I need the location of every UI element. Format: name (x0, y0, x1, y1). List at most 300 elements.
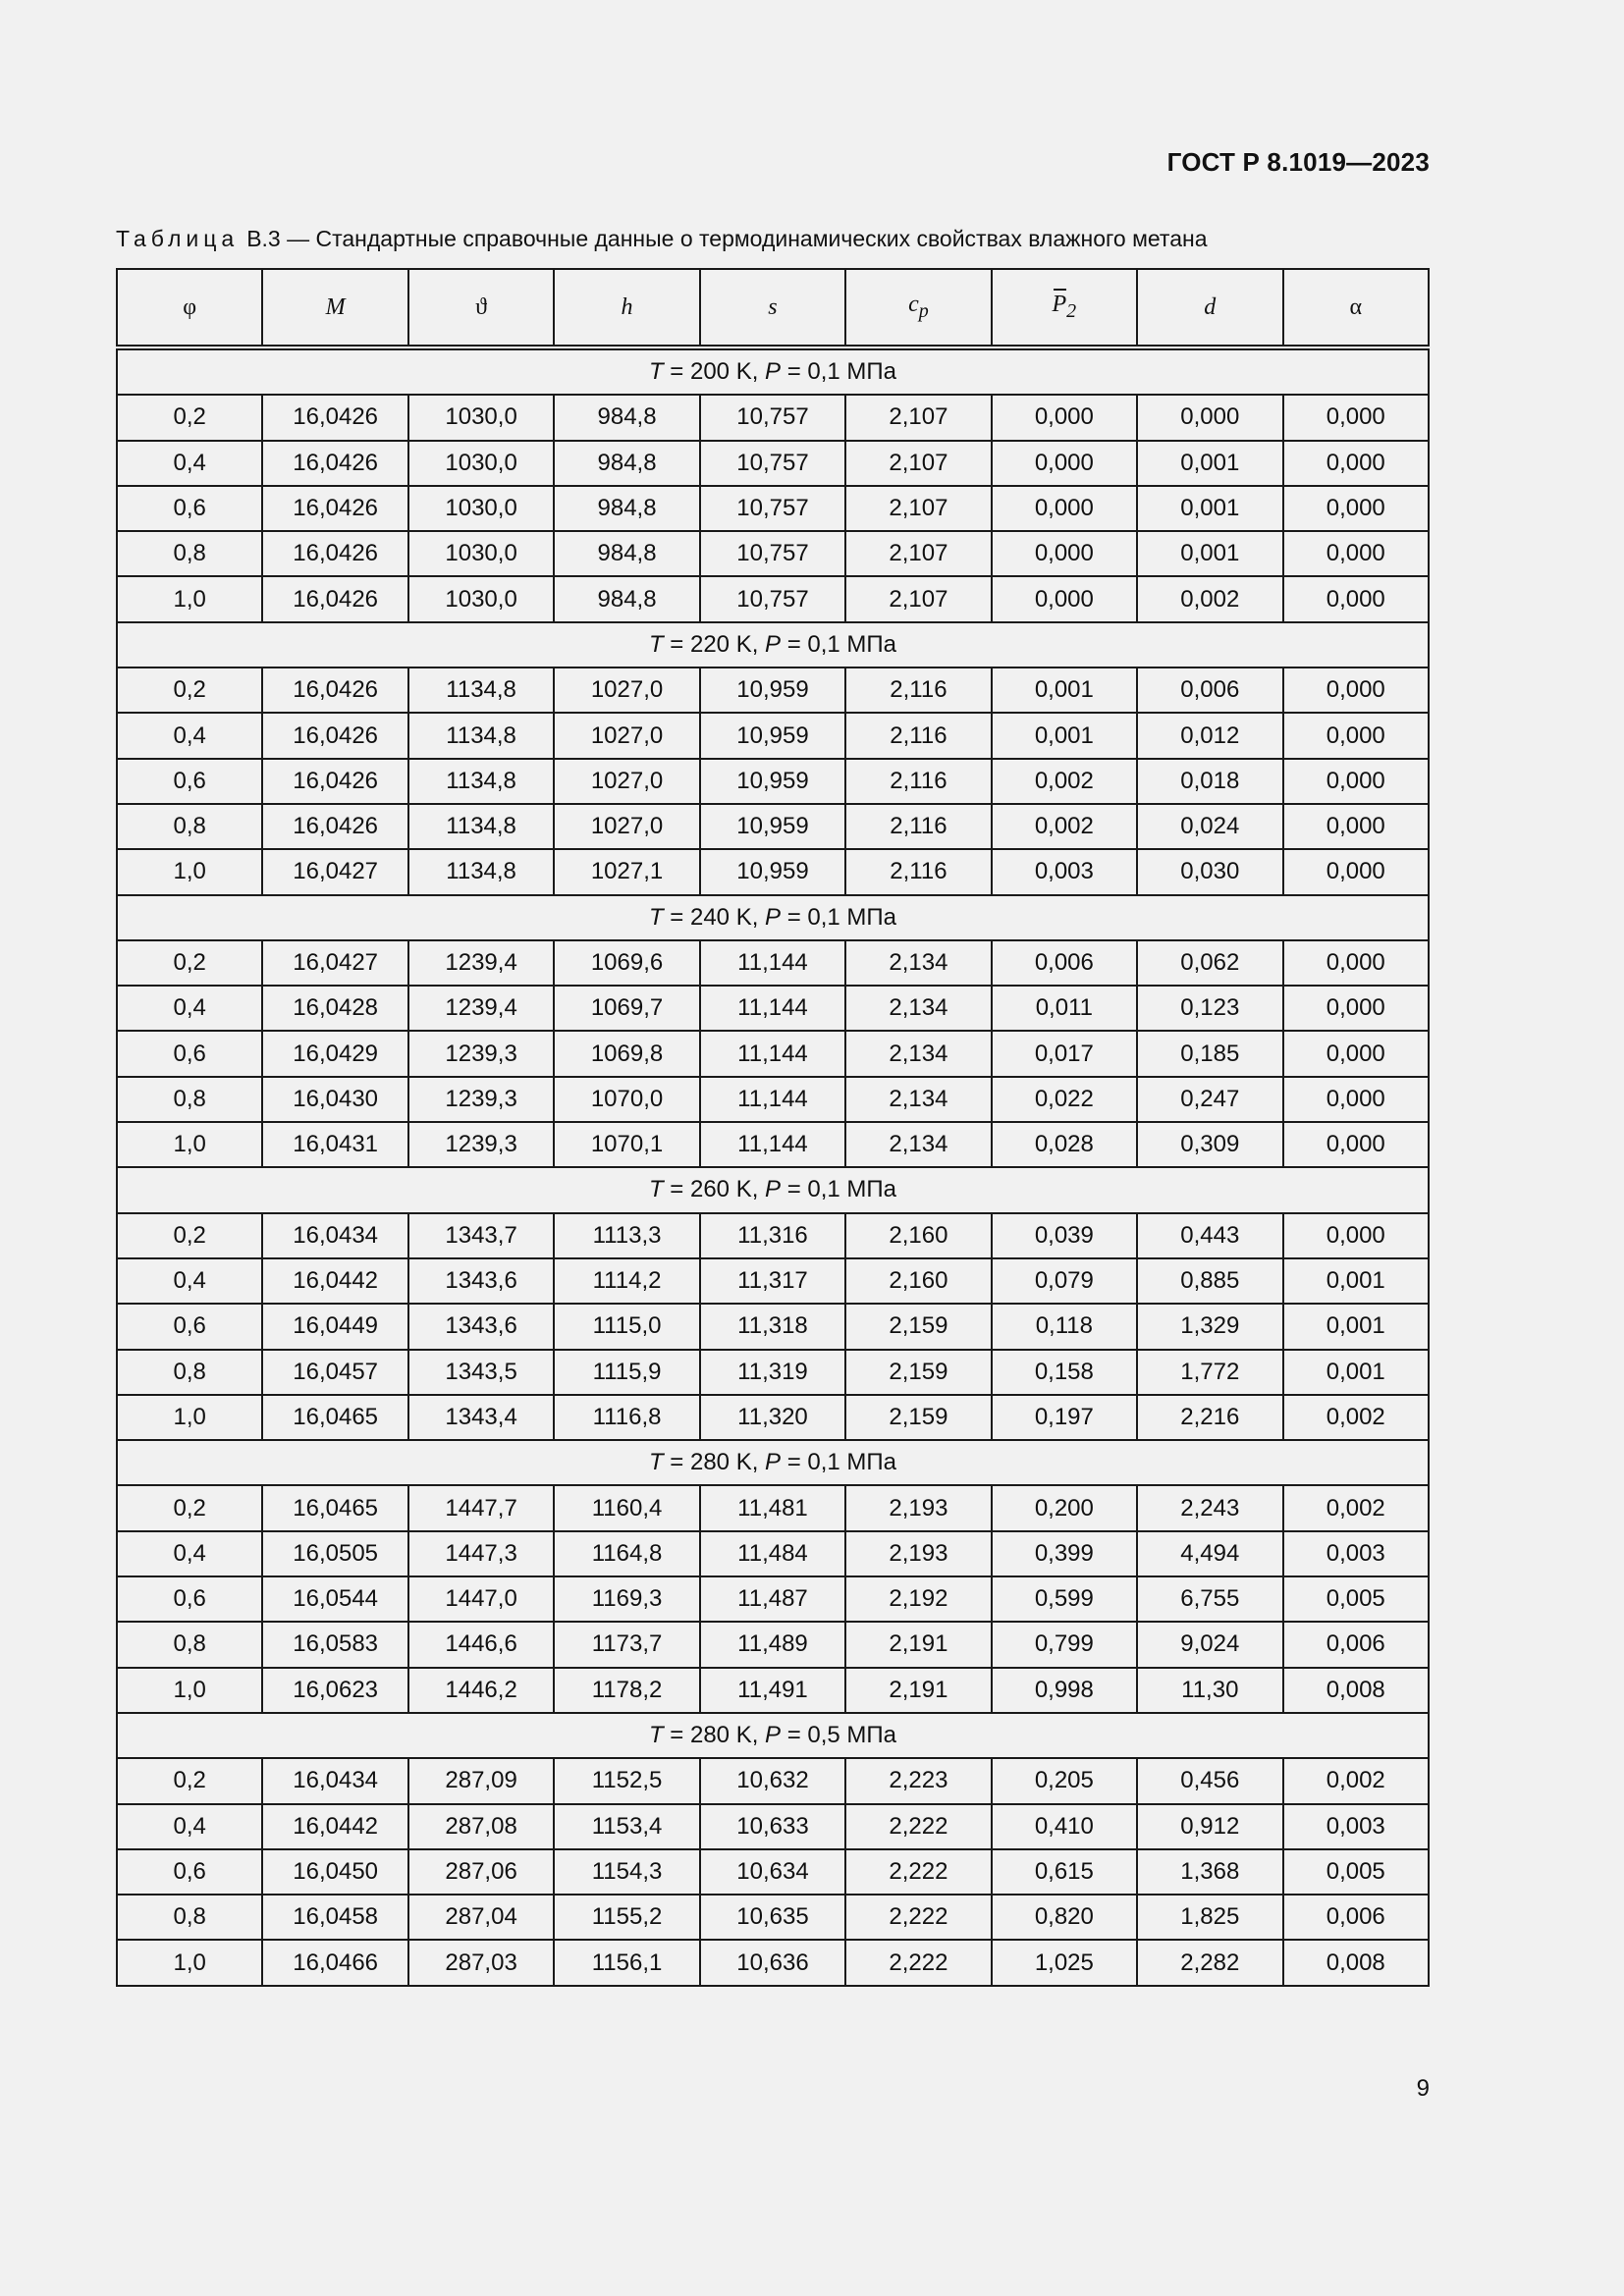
table-cell: 0,022 (992, 1077, 1137, 1122)
table-cell: 2,160 (845, 1258, 991, 1304)
table-cell: 0,615 (992, 1849, 1137, 1895)
table-cell: 0,001 (1137, 486, 1282, 531)
table-cell: 10,757 (700, 441, 845, 486)
table-cell: 11,484 (700, 1531, 845, 1576)
table-cell: 0,000 (1283, 1122, 1430, 1167)
table-cell: 0,002 (1283, 1485, 1430, 1530)
section-title-p-symbol: P (765, 903, 782, 931)
table-cell: 0,123 (1137, 986, 1282, 1031)
table-cell: 1030,0 (408, 486, 554, 531)
table-cell: 11,318 (700, 1304, 845, 1349)
table-cell: 16,0466 (262, 1940, 407, 1985)
col-header-p2-base: P (1052, 292, 1067, 318)
table-cell: 2,116 (845, 667, 991, 713)
table-cell: 16,0430 (262, 1077, 407, 1122)
table-cell: 10,636 (700, 1940, 845, 1985)
table-cell: 1070,0 (554, 1077, 699, 1122)
table-cell: 0,008 (1283, 1940, 1430, 1985)
table-cell: 0,002 (992, 804, 1137, 849)
table-cell: 0,000 (1283, 486, 1430, 531)
thermodynamic-properties-table (116, 268, 1430, 1987)
table-row (117, 804, 1429, 849)
col-header-d: d (1137, 269, 1282, 347)
table-cell: 1,825 (1137, 1895, 1282, 1940)
table-cell: 1343,6 (408, 1258, 554, 1304)
table-cell: 0,000 (992, 441, 1137, 486)
table-row (117, 1668, 1429, 1713)
table-cell: 2,134 (845, 986, 991, 1031)
table-cell: 1343,5 (408, 1350, 554, 1395)
table-cell: 2,116 (845, 759, 991, 804)
table-cell: 0,005 (1283, 1576, 1430, 1622)
table-cell: 0,001 (1283, 1304, 1430, 1349)
page-number: 9 (1416, 2075, 1430, 2102)
section-title-pressure: = 0,1 МПа (781, 903, 897, 931)
table-row (117, 1576, 1429, 1622)
col-header-m: M (262, 269, 407, 347)
table-cell: 0,8 (117, 1622, 262, 1667)
table-cell: 1343,6 (408, 1304, 554, 1349)
table-row (117, 1940, 1429, 1985)
col-header-alpha: α (1283, 269, 1430, 347)
table-cell: 984,8 (554, 576, 699, 621)
table-cell: 0,017 (992, 1031, 1137, 1076)
table-cell: 1446,2 (408, 1668, 554, 1713)
table-cell: 16,0426 (262, 441, 407, 486)
table-cell: 0,012 (1137, 713, 1282, 758)
table-cell: 0,4 (117, 1258, 262, 1304)
table-cell: 11,144 (700, 986, 845, 1031)
table-cell: 984,8 (554, 441, 699, 486)
table-cell: 2,191 (845, 1622, 991, 1667)
section-title-temperature: = 260 K, (663, 1176, 766, 1203)
table-cell: 1116,8 (554, 1395, 699, 1440)
table-cell: 10,757 (700, 576, 845, 621)
table-cell: 287,06 (408, 1849, 554, 1895)
table-header-row (117, 269, 1429, 347)
table-cell: 1070,1 (554, 1122, 699, 1167)
table-cell: 1030,0 (408, 576, 554, 621)
table-row (117, 1804, 1429, 1849)
table-cell: 0,006 (992, 940, 1137, 986)
section-header-row (117, 1440, 1429, 1485)
table-cell: 2,116 (845, 804, 991, 849)
table-cell: 0,820 (992, 1895, 1137, 1940)
table-cell: 287,08 (408, 1804, 554, 1849)
table-cell: 11,317 (700, 1258, 845, 1304)
table-cell: 2,134 (845, 1077, 991, 1122)
table-cell: 0,000 (1283, 849, 1430, 894)
table-cell: 0,885 (1137, 1258, 1282, 1304)
table-cell: 2,192 (845, 1576, 991, 1622)
table-caption-text: В.3 — Стандартные справочные данные о термодинамических свойствах влажного метана (246, 226, 1208, 251)
table-cell: 984,8 (554, 395, 699, 440)
table-row (117, 486, 1429, 531)
table-cell: 1113,3 (554, 1213, 699, 1258)
table-cell: 16,0623 (262, 1668, 407, 1713)
table-cell: 11,144 (700, 1077, 845, 1122)
table-cell: 11,320 (700, 1395, 845, 1440)
table-row (117, 986, 1429, 1031)
table-cell: 16,0426 (262, 576, 407, 621)
section-title-temperature: = 200 K, (663, 358, 766, 386)
table-cell: 0,018 (1137, 759, 1282, 804)
table-cell: 0,030 (1137, 849, 1282, 894)
table-cell: 1027,0 (554, 713, 699, 758)
table-cell: 2,116 (845, 849, 991, 894)
table-cell: 1134,8 (408, 667, 554, 713)
col-header-phi: φ (117, 269, 262, 347)
table-cell: 16,0442 (262, 1258, 407, 1304)
table-cell: 1343,7 (408, 1213, 554, 1258)
table-cell: 0,006 (1283, 1895, 1430, 1940)
table-cell: 0,003 (992, 849, 1137, 894)
table-cell: 0,000 (1283, 667, 1430, 713)
table-cell: 1027,1 (554, 849, 699, 894)
table-cell: 0,000 (1137, 395, 1282, 440)
section-title-pressure: = 0,1 МПа (781, 1176, 897, 1203)
table-cell: 16,0450 (262, 1849, 407, 1895)
table-cell: 0,079 (992, 1258, 1137, 1304)
table-cell: 16,0434 (262, 1213, 407, 1258)
table-cell: 287,04 (408, 1895, 554, 1940)
table-cell: 2,243 (1137, 1485, 1282, 1530)
table-row (117, 1213, 1429, 1258)
table-cell: 1153,4 (554, 1804, 699, 1849)
section-header-row (117, 1167, 1429, 1212)
table-cell: 0,6 (117, 759, 262, 804)
section-title-temperature: = 280 K, (663, 1722, 766, 1749)
table-cell: 16,0442 (262, 1804, 407, 1849)
table-cell: 0,024 (1137, 804, 1282, 849)
table-cell: 1115,0 (554, 1304, 699, 1349)
table-cell: 984,8 (554, 531, 699, 576)
table-row (117, 395, 1429, 440)
table-cell: 0,000 (1283, 1077, 1430, 1122)
table-cell: 1030,0 (408, 531, 554, 576)
overline-mark (1054, 289, 1066, 291)
table-cell: 16,0426 (262, 804, 407, 849)
table-cell: 11,481 (700, 1485, 845, 1530)
table-cell: 1155,2 (554, 1895, 699, 1940)
table-cell: 0,000 (1283, 1213, 1430, 1258)
table-cell: 0,000 (1283, 940, 1430, 986)
table-cell: 2,159 (845, 1304, 991, 1349)
table-cell: 16,0431 (262, 1122, 407, 1167)
table-cell: 1447,0 (408, 1576, 554, 1622)
table-cell: 0,001 (992, 667, 1137, 713)
table-cell: 0,028 (992, 1122, 1137, 1167)
table-cell: 0,002 (992, 759, 1137, 804)
col-header-theta: ϑ (408, 269, 554, 347)
table-cell: 1115,9 (554, 1350, 699, 1395)
table-cell: 11,316 (700, 1213, 845, 1258)
table-caption (116, 226, 1208, 252)
table-cell: 10,632 (700, 1758, 845, 1803)
table-cell: 1178,2 (554, 1668, 699, 1713)
table-cell: 0,2 (117, 1485, 262, 1530)
table-cell: 16,0458 (262, 1895, 407, 1940)
document-code: ГОСТ Р 8.1019—2023 (1166, 147, 1430, 177)
table-cell: 2,107 (845, 486, 991, 531)
table-cell: 16,0426 (262, 667, 407, 713)
table-cell: 10,959 (700, 849, 845, 894)
table-cell: 0,001 (1137, 531, 1282, 576)
table-cell: 2,134 (845, 1122, 991, 1167)
table-cell: 1069,6 (554, 940, 699, 986)
table-cell: 0,2 (117, 1213, 262, 1258)
table-cell: 1343,4 (408, 1395, 554, 1440)
table-cell: 2,222 (845, 1895, 991, 1940)
table-cell: 1154,3 (554, 1849, 699, 1895)
table-cell: 0,4 (117, 1531, 262, 1576)
table-cell: 10,959 (700, 759, 845, 804)
table-cell: 1030,0 (408, 441, 554, 486)
section-title-p-symbol: P (765, 1722, 782, 1749)
table-cell: 1,0 (117, 849, 262, 894)
table-cell: 0,000 (1283, 395, 1430, 440)
col-header-p2-symbol (1053, 292, 1067, 318)
table-cell: 0,000 (1283, 531, 1430, 576)
table-cell: 2,222 (845, 1849, 991, 1895)
table-cell: 1173,7 (554, 1622, 699, 1667)
table-cell: 11,489 (700, 1622, 845, 1667)
table-row (117, 940, 1429, 986)
table-cell: 11,144 (700, 1122, 845, 1167)
table-cell: 2,107 (845, 441, 991, 486)
table-row (117, 1077, 1429, 1122)
table-cell: 1160,4 (554, 1485, 699, 1530)
table-cell: 0,205 (992, 1758, 1137, 1803)
table-cell: 1446,6 (408, 1622, 554, 1667)
table-cell: 0,185 (1137, 1031, 1282, 1076)
table-cell: 0,200 (992, 1485, 1137, 1530)
table-cell: 4,494 (1137, 1531, 1282, 1576)
table-cell: 16,0583 (262, 1622, 407, 1667)
table-cell: 0,006 (1137, 667, 1282, 713)
table-cell: 0,000 (1283, 759, 1430, 804)
table-row (117, 1622, 1429, 1667)
section-title-p-symbol: P (765, 1176, 782, 1203)
table-cell: 0,4 (117, 1804, 262, 1849)
table-cell: 1030,0 (408, 395, 554, 440)
table-cell: 2,107 (845, 531, 991, 576)
col-header-cp-base: c (908, 292, 919, 318)
table-cell: 16,0465 (262, 1395, 407, 1440)
table-cell: 0,002 (1283, 1758, 1430, 1803)
table-row (117, 759, 1429, 804)
table-cell: 1134,8 (408, 759, 554, 804)
table-cell: 1134,8 (408, 849, 554, 894)
table-cell: 0,001 (1137, 441, 1282, 486)
table-cell: 1134,8 (408, 713, 554, 758)
table-cell: 0,998 (992, 1668, 1137, 1713)
table-cell: 11,491 (700, 1668, 845, 1713)
table-cell: 1447,7 (408, 1485, 554, 1530)
table-cell: 0,4 (117, 986, 262, 1031)
table-cell: 0,912 (1137, 1804, 1282, 1849)
table-cell: 0,000 (992, 531, 1137, 576)
section-title-t-symbol: T (648, 1449, 664, 1476)
table-cell: 2,107 (845, 395, 991, 440)
table-cell: 1134,8 (408, 804, 554, 849)
table-cell: 0,2 (117, 1758, 262, 1803)
table-cell: 1,0 (117, 1940, 262, 1985)
table-cell: 1,368 (1137, 1849, 1282, 1895)
table-cell: 0,158 (992, 1350, 1137, 1395)
col-header-cp-sub: p (918, 299, 929, 322)
table-cell: 16,0544 (262, 1576, 407, 1622)
table-cell: 1,772 (1137, 1350, 1282, 1395)
table-cell: 1027,0 (554, 804, 699, 849)
section-title-temperature: = 280 K, (663, 1449, 766, 1476)
table-cell: 0,011 (992, 986, 1137, 1031)
table-cell: 16,0449 (262, 1304, 407, 1349)
table-cell: 10,633 (700, 1804, 845, 1849)
table-cell: 0,8 (117, 1350, 262, 1395)
table-cell: 2,159 (845, 1350, 991, 1395)
table-cell: 1069,7 (554, 986, 699, 1031)
table-cell: 0,6 (117, 1304, 262, 1349)
table-cell: 11,487 (700, 1576, 845, 1622)
section-header-row (117, 1713, 1429, 1758)
table-cell: 2,134 (845, 940, 991, 986)
table-cell: 2,282 (1137, 1940, 1282, 1985)
section-title (117, 622, 1429, 667)
table-cell: 11,30 (1137, 1668, 1282, 1713)
table-cell: 2,107 (845, 576, 991, 621)
table-cell: 2,116 (845, 713, 991, 758)
col-header-p2 (992, 269, 1137, 347)
section-title-pressure: = 0,1 МПа (781, 358, 897, 386)
table-cell: 1,0 (117, 1668, 262, 1713)
table-cell: 0,000 (992, 576, 1137, 621)
section-header-row (117, 347, 1429, 395)
table-cell: 0,000 (992, 395, 1137, 440)
table-cell: 1027,0 (554, 667, 699, 713)
table-cell: 2,191 (845, 1668, 991, 1713)
table-row (117, 1350, 1429, 1395)
section-title (117, 347, 1429, 395)
section-title-pressure: = 0,1 МПа (781, 630, 897, 658)
section-header-row (117, 622, 1429, 667)
table-caption-prefix: Таблица (116, 226, 240, 251)
table-cell: 1239,3 (408, 1122, 554, 1167)
table-cell: 1069,8 (554, 1031, 699, 1076)
table-cell: 10,959 (700, 713, 845, 758)
table-cell: 1447,3 (408, 1531, 554, 1576)
table-row (117, 1122, 1429, 1167)
table-cell: 0,6 (117, 1031, 262, 1076)
table-cell: 0,000 (1283, 441, 1430, 486)
table-cell: 0,197 (992, 1395, 1137, 1440)
col-header-cp (845, 269, 991, 347)
table-cell: 1239,4 (408, 986, 554, 1031)
section-title-temperature: = 220 K, (663, 630, 766, 658)
section-title-t-symbol: T (648, 1722, 664, 1749)
table-cell: 10,757 (700, 486, 845, 531)
table-cell: 0,309 (1137, 1122, 1282, 1167)
table-cell: 0,000 (1283, 576, 1430, 621)
table-row (117, 1531, 1429, 1576)
table-cell: 0,410 (992, 1804, 1137, 1849)
table-cell: 0,002 (1283, 1395, 1430, 1440)
table-cell: 10,959 (700, 804, 845, 849)
table-body (117, 347, 1429, 1986)
section-title (117, 1713, 1429, 1758)
table-cell: 0,039 (992, 1213, 1137, 1258)
table-cell: 16,0426 (262, 395, 407, 440)
table-cell: 16,0426 (262, 486, 407, 531)
table-cell: 0,399 (992, 1531, 1137, 1576)
table-cell: 1027,0 (554, 759, 699, 804)
table-cell: 287,09 (408, 1758, 554, 1803)
table-cell: 0,443 (1137, 1213, 1282, 1258)
table-row (117, 1849, 1429, 1895)
table-row (117, 667, 1429, 713)
table-cell: 1156,1 (554, 1940, 699, 1985)
table-cell: 2,222 (845, 1940, 991, 1985)
table-cell: 16,0426 (262, 759, 407, 804)
section-title-t-symbol: T (648, 358, 664, 386)
table-cell: 11,144 (700, 940, 845, 986)
table-cell: 10,634 (700, 1849, 845, 1895)
table-cell: 0,6 (117, 486, 262, 531)
table-row (117, 1895, 1429, 1940)
section-title (117, 1167, 1429, 1212)
table-cell: 2,160 (845, 1213, 991, 1258)
table-row (117, 576, 1429, 621)
table-cell: 0,456 (1137, 1758, 1282, 1803)
table-cell: 10,635 (700, 1895, 845, 1940)
table-cell: 0,008 (1283, 1668, 1430, 1713)
table-cell: 0,247 (1137, 1077, 1282, 1122)
table-cell: 0,005 (1283, 1849, 1430, 1895)
table-cell: 1,329 (1137, 1304, 1282, 1349)
section-title-pressure: = 0,5 МПа (781, 1722, 897, 1749)
table-row (117, 1304, 1429, 1349)
section-title-pressure: = 0,1 МПа (781, 1449, 897, 1476)
section-title (117, 1440, 1429, 1485)
table-cell: 0,000 (992, 486, 1137, 531)
table-cell: 0,001 (992, 713, 1137, 758)
table-cell: 0,118 (992, 1304, 1137, 1349)
table-cell: 2,222 (845, 1804, 991, 1849)
table-row (117, 531, 1429, 576)
section-header-row (117, 895, 1429, 940)
table-cell: 1,0 (117, 1122, 262, 1167)
table-cell: 0,4 (117, 713, 262, 758)
table-cell: 0,002 (1137, 576, 1282, 621)
table-cell: 1,0 (117, 576, 262, 621)
table-cell: 2,223 (845, 1758, 991, 1803)
table-cell: 0,8 (117, 1895, 262, 1940)
section-title-p-symbol: P (765, 1449, 782, 1476)
table-cell: 16,0505 (262, 1531, 407, 1576)
col-header-s: s (700, 269, 845, 347)
table-cell: 0,006 (1283, 1622, 1430, 1667)
table-cell: 1164,8 (554, 1531, 699, 1576)
table-cell: 2,193 (845, 1531, 991, 1576)
table-cell: 984,8 (554, 486, 699, 531)
table-cell: 16,0427 (262, 940, 407, 986)
table-cell: 11,319 (700, 1350, 845, 1395)
table-cell: 11,144 (700, 1031, 845, 1076)
col-header-h: h (554, 269, 699, 347)
table-row (117, 1395, 1429, 1440)
table-cell: 16,0434 (262, 1758, 407, 1803)
table-cell: 16,0457 (262, 1350, 407, 1395)
